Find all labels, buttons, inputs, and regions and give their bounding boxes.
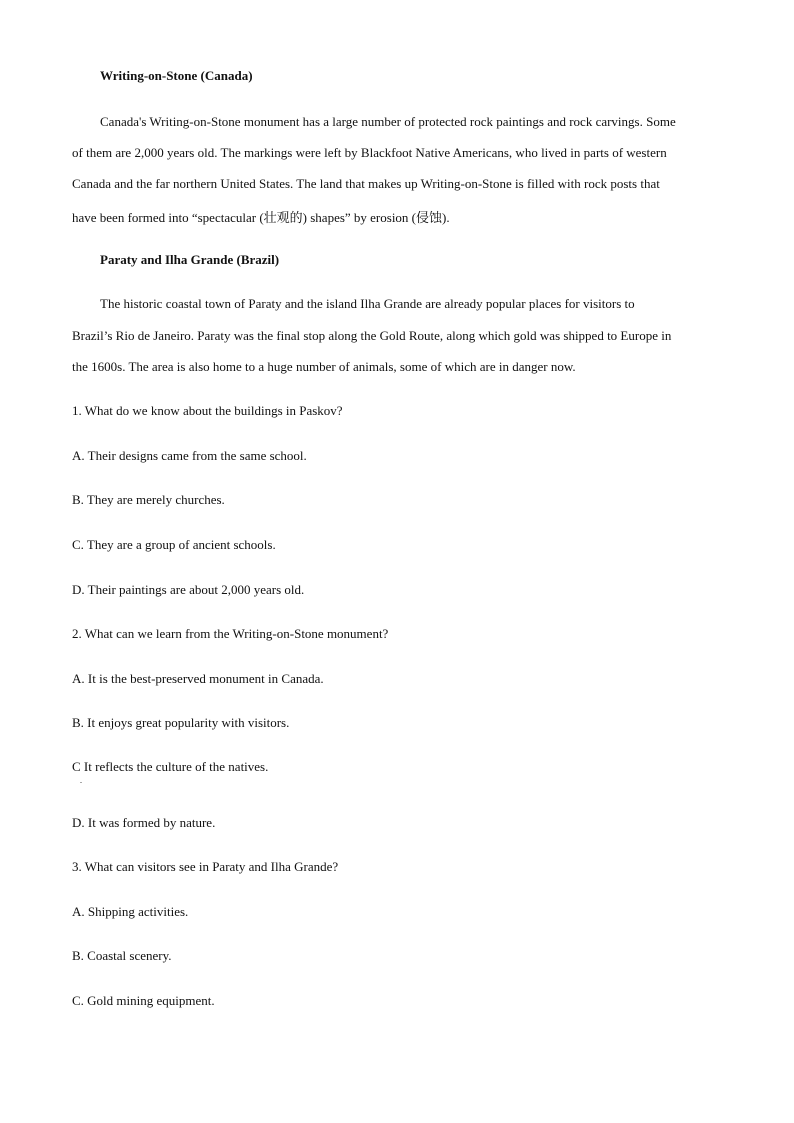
stray-mark: . <box>80 776 82 785</box>
question-3: 3. What can visitors see in Paraty and Ilha Grande? <box>72 859 339 874</box>
q3-option-c: C. Gold mining equipment. <box>72 993 215 1008</box>
q2-option-b: B. It enjoys great popularity with visitors. <box>72 715 290 730</box>
question-1: 1. What do we know about the buildings in Paskov? <box>72 403 343 418</box>
paragraph-line: have been formed into “spectacular (壮观的) shapes” by erosion (侵蚀). <box>72 210 450 225</box>
q3-option-a: A. Shipping activities. <box>72 904 189 919</box>
paragraph-line: Canada and the far northern United States. The land that makes up Writing-on-Stone is filled with rock posts that <box>72 176 660 191</box>
section-title-paraty: Paraty and Ilha Grande (Brazil) <box>100 252 280 267</box>
paragraph-line: of them are 2,000 years old. The markings were left by Blackfoot Native Americans, who lived in parts of western <box>72 145 667 160</box>
paragraph-line: the 1600s. The area is also home to a huge number of animals, some of which are in danger now. <box>72 359 576 374</box>
q2-option-a: A. It is the best-preserved monument in Canada. <box>72 671 324 686</box>
q1-option-d: D. Their paintings are about 2,000 years old. <box>72 582 305 597</box>
paragraph-line: Brazil’s Rio de Janeiro. Paraty was the final stop along the Gold Route, along which gold was shipped to Europe in <box>72 328 672 343</box>
paragraph-line: The historic coastal town of Paraty and the island Ilha Grande are already popular places for visitors to <box>100 296 635 311</box>
paragraph-line: Canada's Writing-on-Stone monument has a large number of protected rock paintings and rock carvings. Some <box>100 114 676 129</box>
q1-option-c: C. They are a group of ancient schools. <box>72 537 276 552</box>
q3-option-b: B. Coastal scenery. <box>72 948 172 963</box>
q2-option-c: C It reflects the culture of the natives. <box>72 759 269 774</box>
section-title-writing-on-stone: Writing-on-Stone (Canada) <box>100 68 253 83</box>
q1-option-a: A. Their designs came from the same school. <box>72 448 307 463</box>
q2-option-d: D. It was formed by nature. <box>72 815 216 830</box>
question-2: 2. What can we learn from the Writing-on-Stone monument? <box>72 626 389 641</box>
q1-option-b: B. They are merely churches. <box>72 492 225 507</box>
